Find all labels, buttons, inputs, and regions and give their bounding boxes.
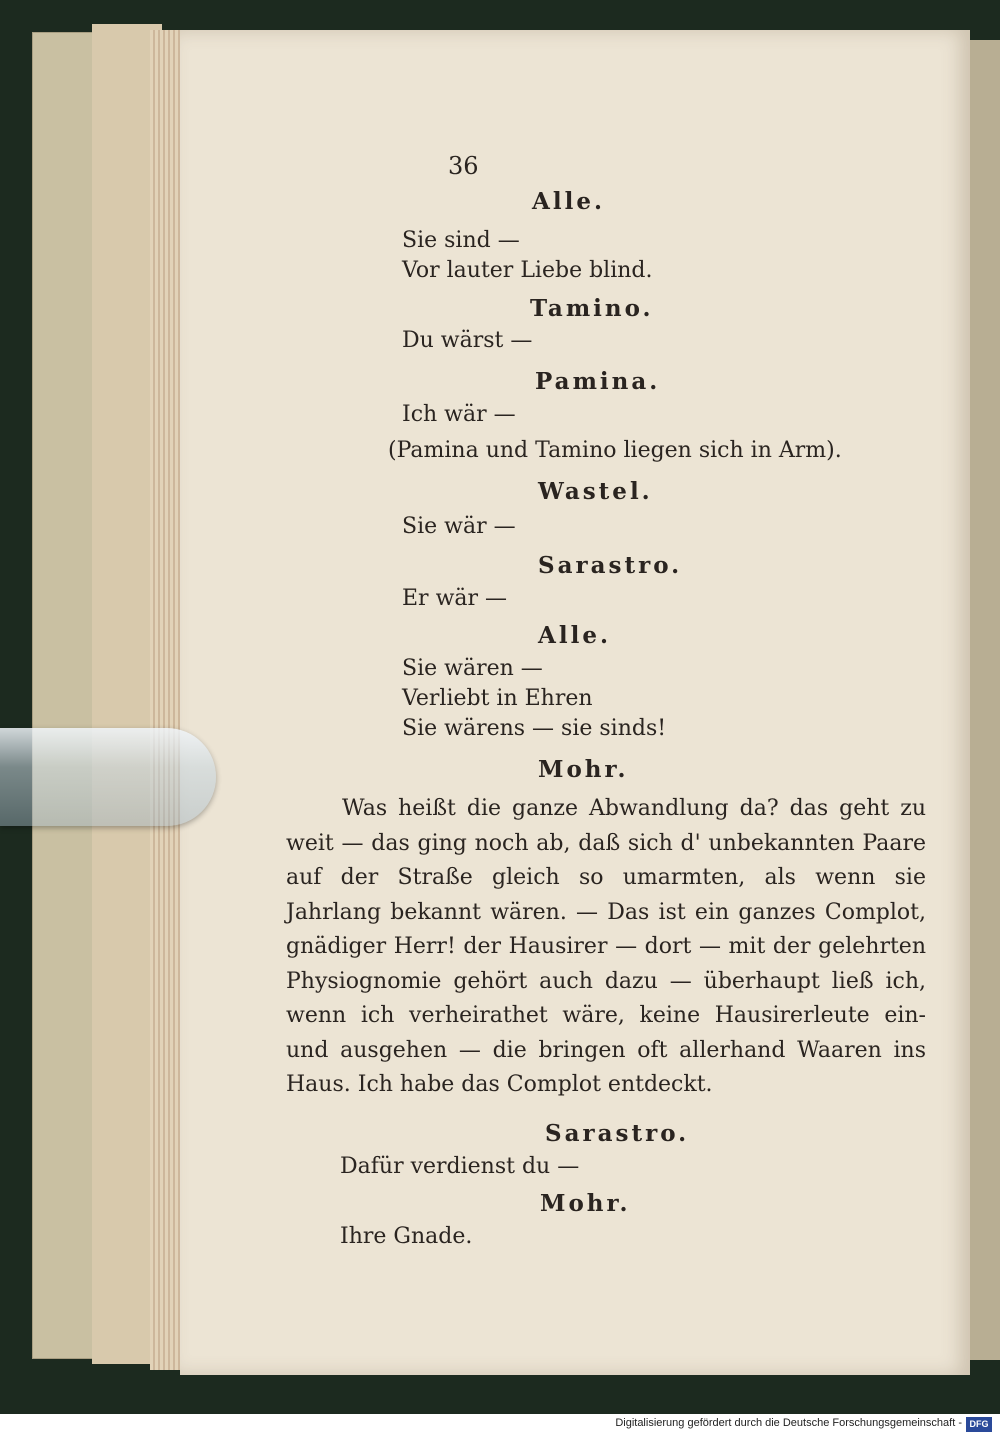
verse-line: Dafür verdienst du — [340, 1154, 580, 1179]
speaker-label: Mohr. [540, 1190, 631, 1217]
footer-credit: Digitalisierung gefördert durch die Deutsche Forschungsgemeinschaft - [615, 1417, 962, 1429]
speaker-label: Tamino. [530, 295, 654, 322]
page-text [180, 30, 970, 1375]
glass-page-weight [0, 728, 216, 826]
speaker-label: Sarastro. [545, 1120, 690, 1147]
verse-line: Sie wären — [402, 656, 543, 681]
speaker-label: Wastel. [538, 478, 653, 505]
prose-text: Was heißt die ganze Abwandlung da? das geht zu weit — das ging noch ab, daß sich d' unbekannten Paare auf der Straße gleich so umarmten, als wenn sie Jahrlang bekannt wären. — Das ist ein ganzes Complot, gnädiger Herr! der Hausirer — dort — mit der gelehrten Physiognomie gehört auch dazu — überhaupt ließ ich, wenn ich verheirathet wäre, keine Hausirerleute ein- und ausgehen — die bringen oft allerhand Waaren ins Haus. Ich habe das Complot entdeckt. [286, 796, 926, 1097]
verse-line: Sie sind — [402, 228, 520, 253]
page-number: 36 [448, 152, 479, 180]
dfg-logo-icon: DFG [966, 1417, 992, 1432]
stage-direction: (Pamina und Tamino liegen sich in Arm). [388, 438, 842, 463]
prose-paragraph [286, 792, 926, 1103]
speaker-label: Mohr. [538, 756, 629, 783]
verse-line: Ich wär — [402, 402, 516, 427]
footer-bar [0, 1414, 1000, 1436]
speaker-label: Alle. [532, 188, 605, 215]
speaker-label: Alle. [538, 622, 611, 649]
verse-line: Vor lauter Liebe blind. [402, 258, 653, 283]
verse-line: Ihre Gnade. [340, 1224, 473, 1249]
speaker-label: Pamina. [535, 368, 661, 395]
verse-line: Sie wär — [402, 514, 516, 539]
verse-line: Er wär — [402, 586, 508, 611]
verse-line: Du wärst — [402, 328, 533, 353]
verse-line: Sie wärens — sie sinds! [402, 716, 667, 741]
verse-line: Verliebt in Ehren [402, 686, 593, 711]
book-page [180, 30, 970, 1375]
speaker-label: Sarastro. [538, 552, 683, 579]
